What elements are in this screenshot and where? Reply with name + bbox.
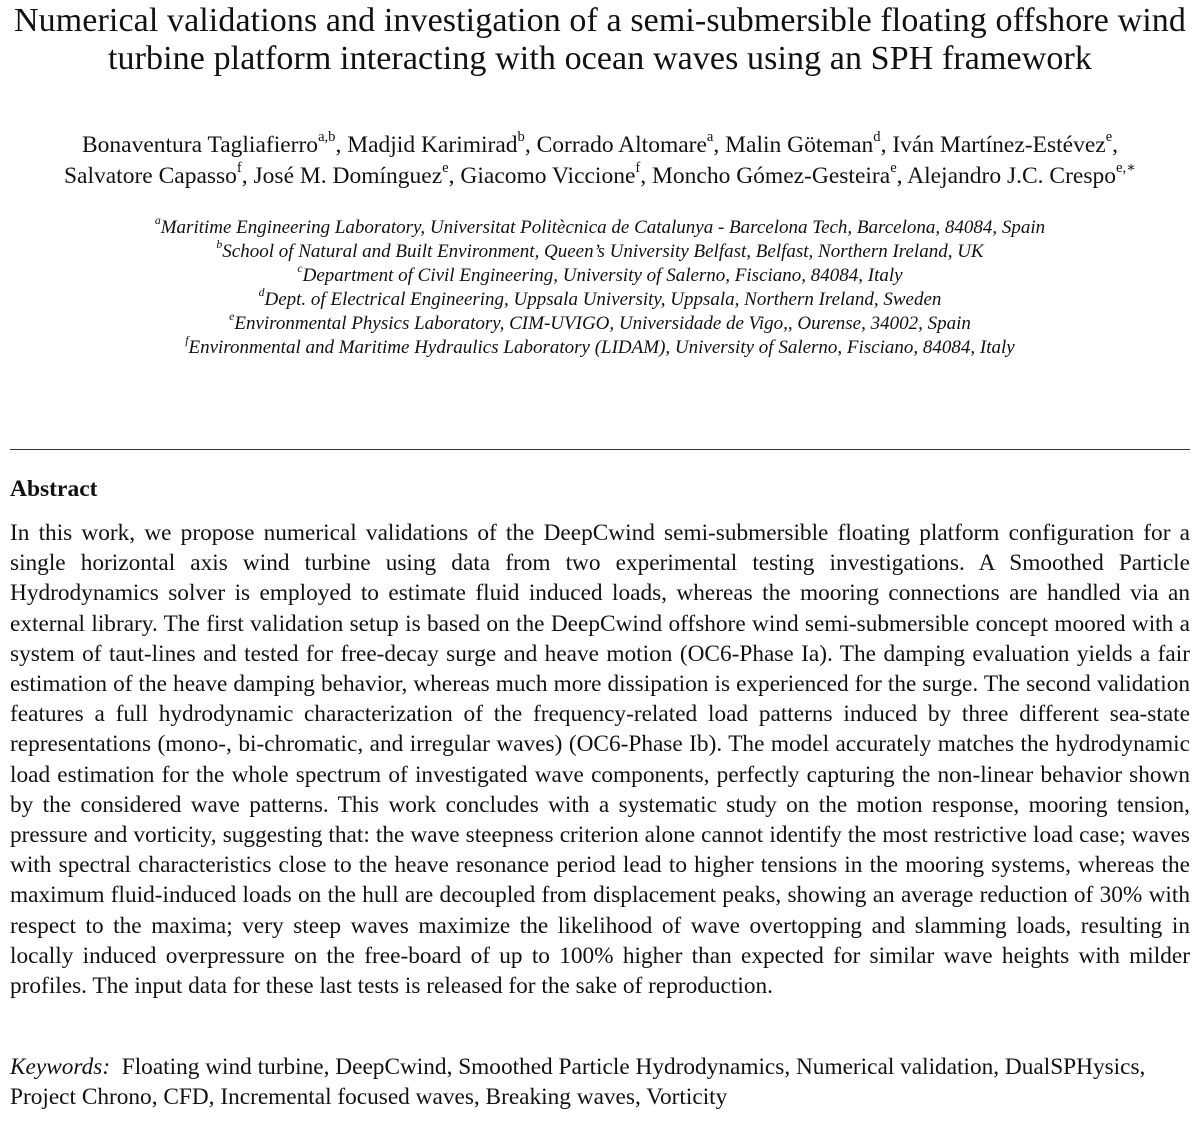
affiliation: $^f$Environmental and Maritime Hydraulics Laboratory (LIDAM), University of Salerno, Fisciano, 84084, Italy <box>185 333 1015 358</box>
author: Alejandro J.C. Crespo$^{e,∗}$ <box>907 160 1137 189</box>
section-divider <box>10 449 1190 450</box>
author-list: Bonaventura Tagliafierro$^{a,b}$, Madjid Karimirad$^b$, Corrado Altomare$^a$, Malin Göteman$^d$, Iván Martínez-Estévez$^e$, Salvatore Capasso$^f$, José M. Domínguez$^e$, Giacomo Viccione$^f$, Moncho Gómez-Gesteira$^e$, Alejandro J.C. Crespo$^{e,∗}$ <box>63 129 1137 189</box>
affiliation: $^d$Dept. of Electrical Engineering, Uppsala University, Uppsala, Northern Ireland, Sweden <box>258 285 942 310</box>
keywords <box>10 1052 1190 1112</box>
author: José M. Domínguez$^e$ <box>253 160 449 189</box>
keywords-text: Floating wind turbine, DeepCwind, Smoothed Particle Hydrodynamics, Numerical validation, DualSPHysics, Project Chrono, CFD, Incremental focused waves, Breaking waves, Vorticity <box>10 1054 1146 1110</box>
author: Corrado Altomare$^a$ <box>536 129 714 158</box>
affiliation: $^e$Environmental Physics Laboratory, CIM-UVIGO, Universidade de Vigo,, Ourense, 34002, Spain <box>229 309 971 334</box>
author: Iván Martínez-Estévez$^e$ <box>892 129 1113 158</box>
author: Madjid Karimirad$^b$ <box>347 129 525 158</box>
keywords-label: Keywords: <box>10 1054 111 1080</box>
author: Moncho Gómez-Gesteira$^e$ <box>652 160 897 189</box>
author: Salvatore Capasso$^f$ <box>63 160 242 189</box>
affiliation: $^c$Department of Civil Engineering, University of Salerno, Fisciano, 84084, Italy <box>297 261 903 286</box>
affiliation-list <box>10 213 1190 360</box>
affiliation: $^b$School of Natural and Built Environment, Queen’s University Belfast, Belfast, Northern Ireland, UK <box>216 237 984 262</box>
affiliation: $^a$Maritime Engineering Laboratory, Universitat Politècnica de Catalunya - Barcelona Tech, Barcelona, 84084, Spain <box>154 213 1046 238</box>
author: Malin Göteman$^d$ <box>725 129 881 158</box>
author: Giacomo Viccione$^f$ <box>460 160 641 189</box>
paper-title: Numerical validations and investigation of a semi-submersible floating offshore wind turbine platform interacting with ocean waves using an SPH framework <box>13 2 1186 77</box>
abstract-body: In this work, we propose numerical validations of the DeepCwind semi-submersible floating platform configuration for a single horizontal axis wind turbine using data from two experimental testing investigations. A Smoothed Particle Hydrodynamics solver is employed to estimate fluid induced loads, whereas the mooring connections are handled via an external library. The first validation setup is based on the DeepCwind offshore wind semi-submersible concept moored with a system of taut-lines and tested for free-decay surge and heave motion (OC6-Phase Ia). The damping evaluation yields a fair estimation of the heave damping behavior, whereas much more dissipation is experienced for the surge. The second validation features a full hydrodynamic characterization of the frequency-related load patterns induced by three different sea-state representations (mono-, bi-chromatic, and irregular waves) (OC6-Phase Ib). The model accurately matches the hydrodynamic load estimation for the whole spectrum of investigated wave components, perfectly capturing the non-linear behavior shown by the considered wave patterns. This work concludes with a systematic study on the motion response, mooring tension, pressure and vorticity, suggesting that: the wave steepness criterion alone cannot identify the most restrictive load case; waves with spectral characteristics close to the heave resonance period lead to higher tensions in the mooring systems, whereas the maximum fluid-induced loads on the hull are decoupled from displacement peaks, showing an average reduction of 30% with respect to the maxima; very steep waves maximize the likelihood of wave overtopping and slamming loads, resulting in locally induced overpressure on the free-board of up to 100% higher than expected for similar wave heights with milder profiles. The input data for these last tests is released for the sake of reproduction. <box>10 520 1190 1000</box>
author: Bonaventura Tagliafierro$^{a,b}$ <box>81 129 336 158</box>
abstract-heading: Abstract <box>10 476 98 502</box>
